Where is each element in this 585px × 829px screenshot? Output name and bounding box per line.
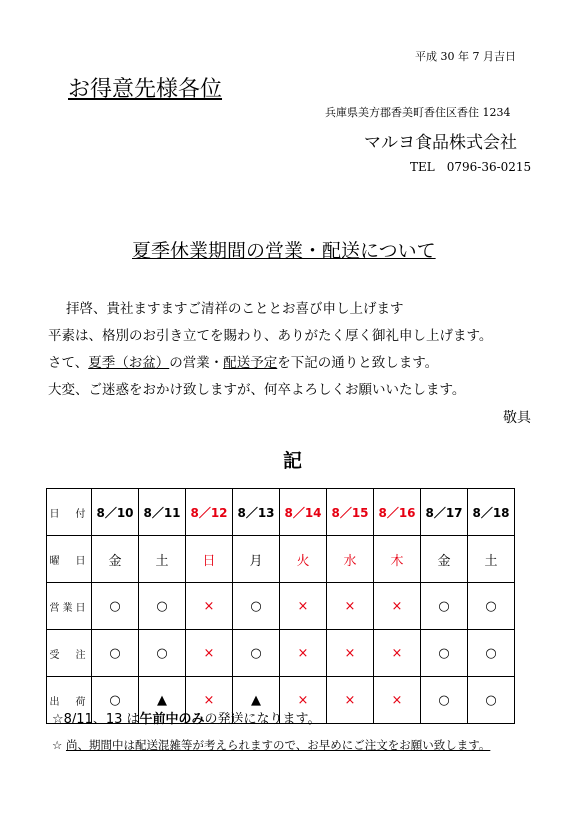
shipping-row-cell: × xyxy=(374,677,421,724)
note1-post: の発送になります。 xyxy=(204,712,321,727)
business-day-row-cell: ○ xyxy=(421,583,468,630)
business-day-row-cell: × xyxy=(186,583,233,630)
note-early-order xyxy=(52,737,490,753)
business-day-row-cell: × xyxy=(374,583,421,630)
order-row-cell: × xyxy=(186,630,233,677)
line3-pre: さて、 xyxy=(48,355,89,371)
date-row-cell: 8／14 xyxy=(280,489,327,536)
line3-delivery: 配送予定 xyxy=(223,355,278,371)
row-header: 曜 日 xyxy=(47,536,92,583)
shipping-row-cell: ○ xyxy=(468,677,515,724)
business-day-row-cell: ○ xyxy=(92,583,139,630)
date-row-cell: 8／13 xyxy=(233,489,280,536)
body-line-greeting: 拝啓、貴社ますますご清祥のこととお喜び申し上げます xyxy=(66,301,404,317)
closing-word: 敬具 xyxy=(503,410,531,426)
row-header: 営業日 xyxy=(47,583,92,630)
shipping-row-cell: ○ xyxy=(92,677,139,724)
date-row-cell: 8／11 xyxy=(139,489,186,536)
date-row-cell: 8／17 xyxy=(421,489,468,536)
weekday-row-cell: 土 xyxy=(468,536,515,583)
body-line-thanks: 平素は、格別のお引き立てを賜わり、ありがたく厚く御礼申し上げます。 xyxy=(48,328,493,344)
weekday-row-cell: 日 xyxy=(186,536,233,583)
note-shipping-hours xyxy=(52,708,321,727)
order-row-cell: × xyxy=(327,630,374,677)
company-address: 兵庫県美方郡香美町香住区香住 1234 xyxy=(325,106,511,119)
date-row-cell: 8／15 xyxy=(327,489,374,536)
ki-heading: 記 xyxy=(282,450,302,472)
company-name: マルヨ食品株式会社 xyxy=(364,133,517,153)
order-row-cell: × xyxy=(374,630,421,677)
line3-mid: の営業・ xyxy=(169,355,224,371)
date-row-cell: 8／10 xyxy=(92,489,139,536)
note1-pre: ☆8/11、13 は xyxy=(52,712,140,727)
note2-star: ☆ xyxy=(52,738,63,752)
body-line-apology: 大変、ご迷惑をおかけ致しますが、何卒よろしくお願いいたします。 xyxy=(48,382,466,398)
note1-bold: 午前中のみ xyxy=(139,712,205,727)
row-header: 受 注 xyxy=(47,630,92,677)
shipping-row-cell: ▲ xyxy=(139,677,186,724)
date-row-cell: 8／18 xyxy=(468,489,515,536)
body-line-notice xyxy=(48,351,438,371)
business-day-row-cell: × xyxy=(327,583,374,630)
row-header: 日 付 xyxy=(47,489,92,536)
weekday-row-cell: 木 xyxy=(374,536,421,583)
business-day-row xyxy=(47,583,515,630)
line3-post: を下記の通りと致します。 xyxy=(277,355,439,371)
business-day-row-cell: ○ xyxy=(233,583,280,630)
date-row-cell: 8／16 xyxy=(374,489,421,536)
date-row-cell: 8／12 xyxy=(186,489,233,536)
weekday-row-cell: 火 xyxy=(280,536,327,583)
weekday-row-cell: 月 xyxy=(233,536,280,583)
shipping-row-cell: × xyxy=(327,677,374,724)
shipping-row-cell: × xyxy=(186,677,233,724)
shipping-row-cell: ○ xyxy=(421,677,468,724)
weekday-row-cell: 土 xyxy=(139,536,186,583)
order-row-cell: ○ xyxy=(468,630,515,677)
weekday-row xyxy=(47,536,515,583)
date-row xyxy=(47,489,515,536)
business-day-row-cell: ○ xyxy=(468,583,515,630)
shipping-row-cell: ▲ xyxy=(233,677,280,724)
line3-summer: 夏季（お盆） xyxy=(88,355,170,371)
weekday-row-cell: 金 xyxy=(421,536,468,583)
order-row-cell: ○ xyxy=(233,630,280,677)
order-row-cell: × xyxy=(280,630,327,677)
order-row xyxy=(47,630,515,677)
document-subject: 夏季休業期間の営業・配送について xyxy=(132,240,436,262)
shipping-row-cell: × xyxy=(280,677,327,724)
business-day-row-cell: × xyxy=(280,583,327,630)
business-day-row-cell: ○ xyxy=(139,583,186,630)
weekday-row-cell: 金 xyxy=(92,536,139,583)
note2-text: 尚、期間中は配送混雑等が考えられますので、お早めにご注文をお願い致します。 xyxy=(65,738,491,752)
document-date: 平成 30 年 7 月吉日 xyxy=(415,50,516,63)
row-header: 出 荷 xyxy=(47,677,92,724)
order-row-cell: ○ xyxy=(92,630,139,677)
schedule-table xyxy=(46,488,515,724)
company-tel: TEL 0796-36-0215 xyxy=(410,160,532,174)
addressee: お得意先様各位 xyxy=(68,77,223,102)
order-row-cell: ○ xyxy=(139,630,186,677)
order-row-cell: ○ xyxy=(421,630,468,677)
weekday-row-cell: 水 xyxy=(327,536,374,583)
